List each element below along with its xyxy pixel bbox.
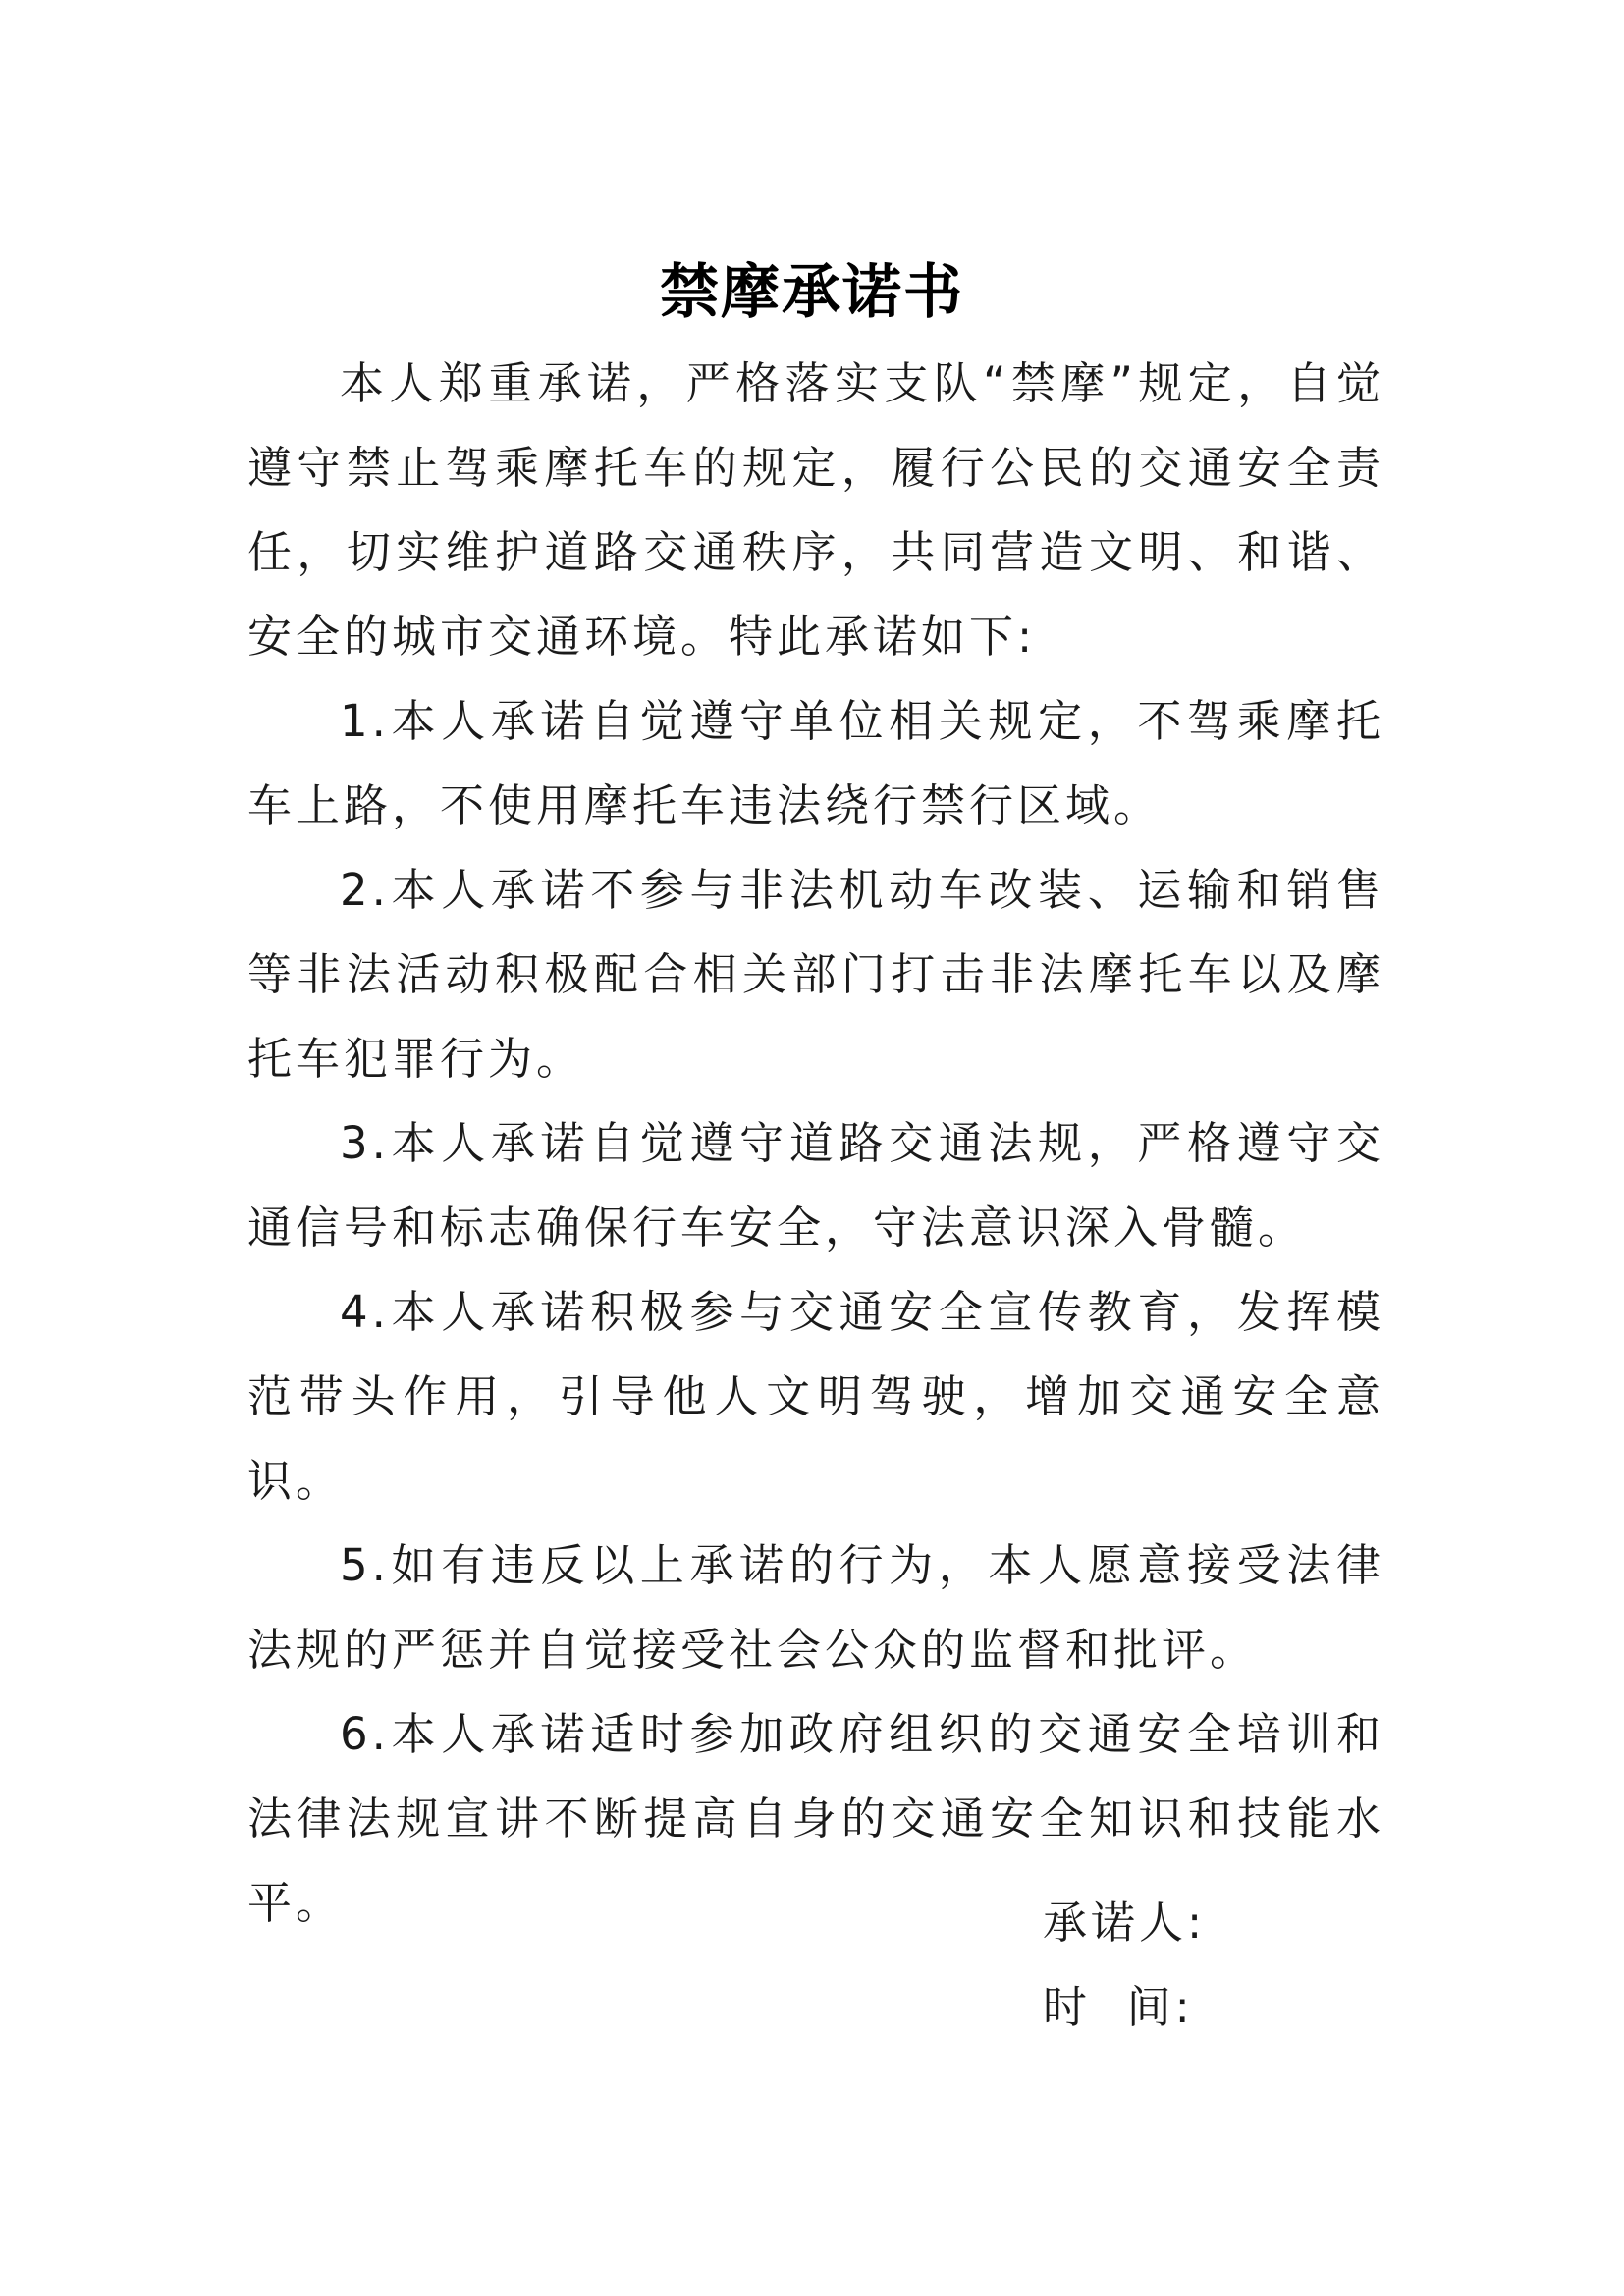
commitment-item-5: 5.如有违反以上承诺的行为，本人愿意接受法律法规的严惩并自觉接受社会公众的监督和批评。	[247, 1539, 1384, 1676]
document-body	[247, 342, 1384, 1946]
intro-paragraph: 本人郑重承诺，严格落实支队“禁摩”规定，自觉遵守禁止驾乘摩托车的规定，履行公民的交通安全责任，切实维护道路交通秩序，共同营造文明、和谐、安全的城市交通环境。特此承诺如下:	[247, 357, 1384, 663]
commitment-item-4: 4.本人承诺积极参与交通安全宣传教育，发挥模范带头作用，引导他人文明驾驶，增加交通安全意识。	[247, 1286, 1384, 1507]
time-label: 时 间:	[1043, 1981, 1194, 2033]
commitment-item-3: 3.本人承诺自觉遵守道路交通法规，严格遵守交通信号和标志确保行车安全，守法意识深入骨髓。	[247, 1117, 1384, 1254]
signature-block	[1043, 1881, 1435, 2050]
commitment-item-2: 2.本人承诺不参与非法机动车改装、运输和销售等非法活动积极配合相关部门打击非法摩托车以及摩托车犯罪行为。	[247, 864, 1384, 1085]
promiser-label: 承诺人:	[1043, 1896, 1207, 1949]
document-title: 禁摩承诺书	[660, 258, 964, 328]
commitment-item-1: 1.本人承诺自觉遵守单位相关规定，不驾乘摩托车上路，不使用摩托车违法绕行禁行区域。	[247, 695, 1384, 831]
commitment-item-6: 6.本人承诺适时参加政府组织的交通安全培训和法律法规宣讲不断提高自身的交通安全知识和技能水平。	[247, 1708, 1384, 1929]
